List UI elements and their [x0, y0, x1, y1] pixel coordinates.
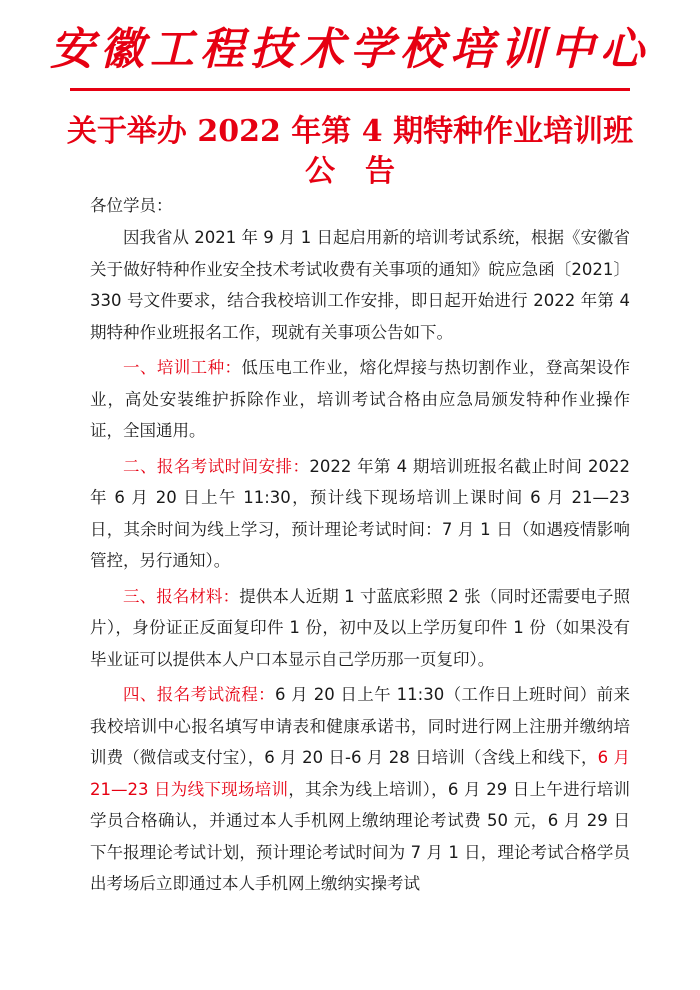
section-paragraph: [90, 581, 630, 676]
section-paragraph: [90, 679, 630, 900]
notice-title-line2: 公告: [305, 154, 425, 189]
section-heading: 一、培训工种：: [123, 358, 242, 377]
notice-body: [90, 222, 630, 904]
salutation: 各位学员：: [90, 196, 173, 215]
section-text: 提供本人近期 1 寸蓝底彩照 2 张（同时还需要电子照片），身份证正反面复印件 1 份，初中及以上学历复印件 1 份（如果没有毕业证可以提供本人户口本显示自己学历那一页复印）。: [90, 586, 630, 669]
header-divider: [70, 88, 630, 91]
section-text: 低压电工作业，熔化焊接与热切割作业，登高架设作业，高处安装维护拆除作业，培训考试合格由应急局颁发特种作业操作证，全国通用。: [90, 358, 631, 440]
intro-paragraph: 因我省从 2021 年 9 月 1 日起启用新的培训考试系统，根据《安徽省关于做好特种作业安全技术考试收费有关事项的通知》皖应急函〔2021〕330 号文件要求，结合我校培训工作安排，即日起开始进行 2022 年第 4 期特种作业班报名工作，现就有关事项公告如下。: [90, 228, 630, 342]
section-text: ，其余为线上培训），6 月 29 日上午进行培训学员合格确认，并通过本人手机网上缴纳理论考试费 50 元，6 月 29 日下午报理论考试计划，预计理论考试时间为 7 月 1 日，理论考试合格学员出考场后立即通过本人手机网上缴纳实操考试: [90, 779, 630, 893]
section-text: 6 月 20 日上午 11:30（工作日上班时间）前来我校培训中心报名填写申请表和健康承诺书，同时进行网上注册并缴纳培训费（微信或支付宝），6 月 20 日-6 月 28 日培训（含线上和线下，: [90, 685, 630, 767]
section-heading: 二、报名考试时间安排：: [123, 456, 310, 476]
highlighted-text: 6 月 21—23 日为线下现场培训: [90, 748, 630, 799]
org-title: 安徽工程技术学校培训中心: [50, 24, 650, 75]
section-heading: 三、报名材料：: [123, 586, 240, 606]
section-text: 2022 年第 4 期培训班报名截止时间 2022 年 6 月 20 日上午 11:30，预计线下现场培训上课时间 6 月 21—23 日，其余时间为线上学习，预计理论考试时间：7 月 1 日（如遇疫情影响管控，另行通知）。: [90, 456, 630, 570]
notice-title-line1: 关于举办 2022 年第 4 期特种作业培训班: [66, 114, 634, 149]
section-paragraph: [90, 352, 630, 447]
section-heading: 四、报名考试流程：: [123, 685, 276, 704]
section-paragraph: [90, 451, 630, 577]
